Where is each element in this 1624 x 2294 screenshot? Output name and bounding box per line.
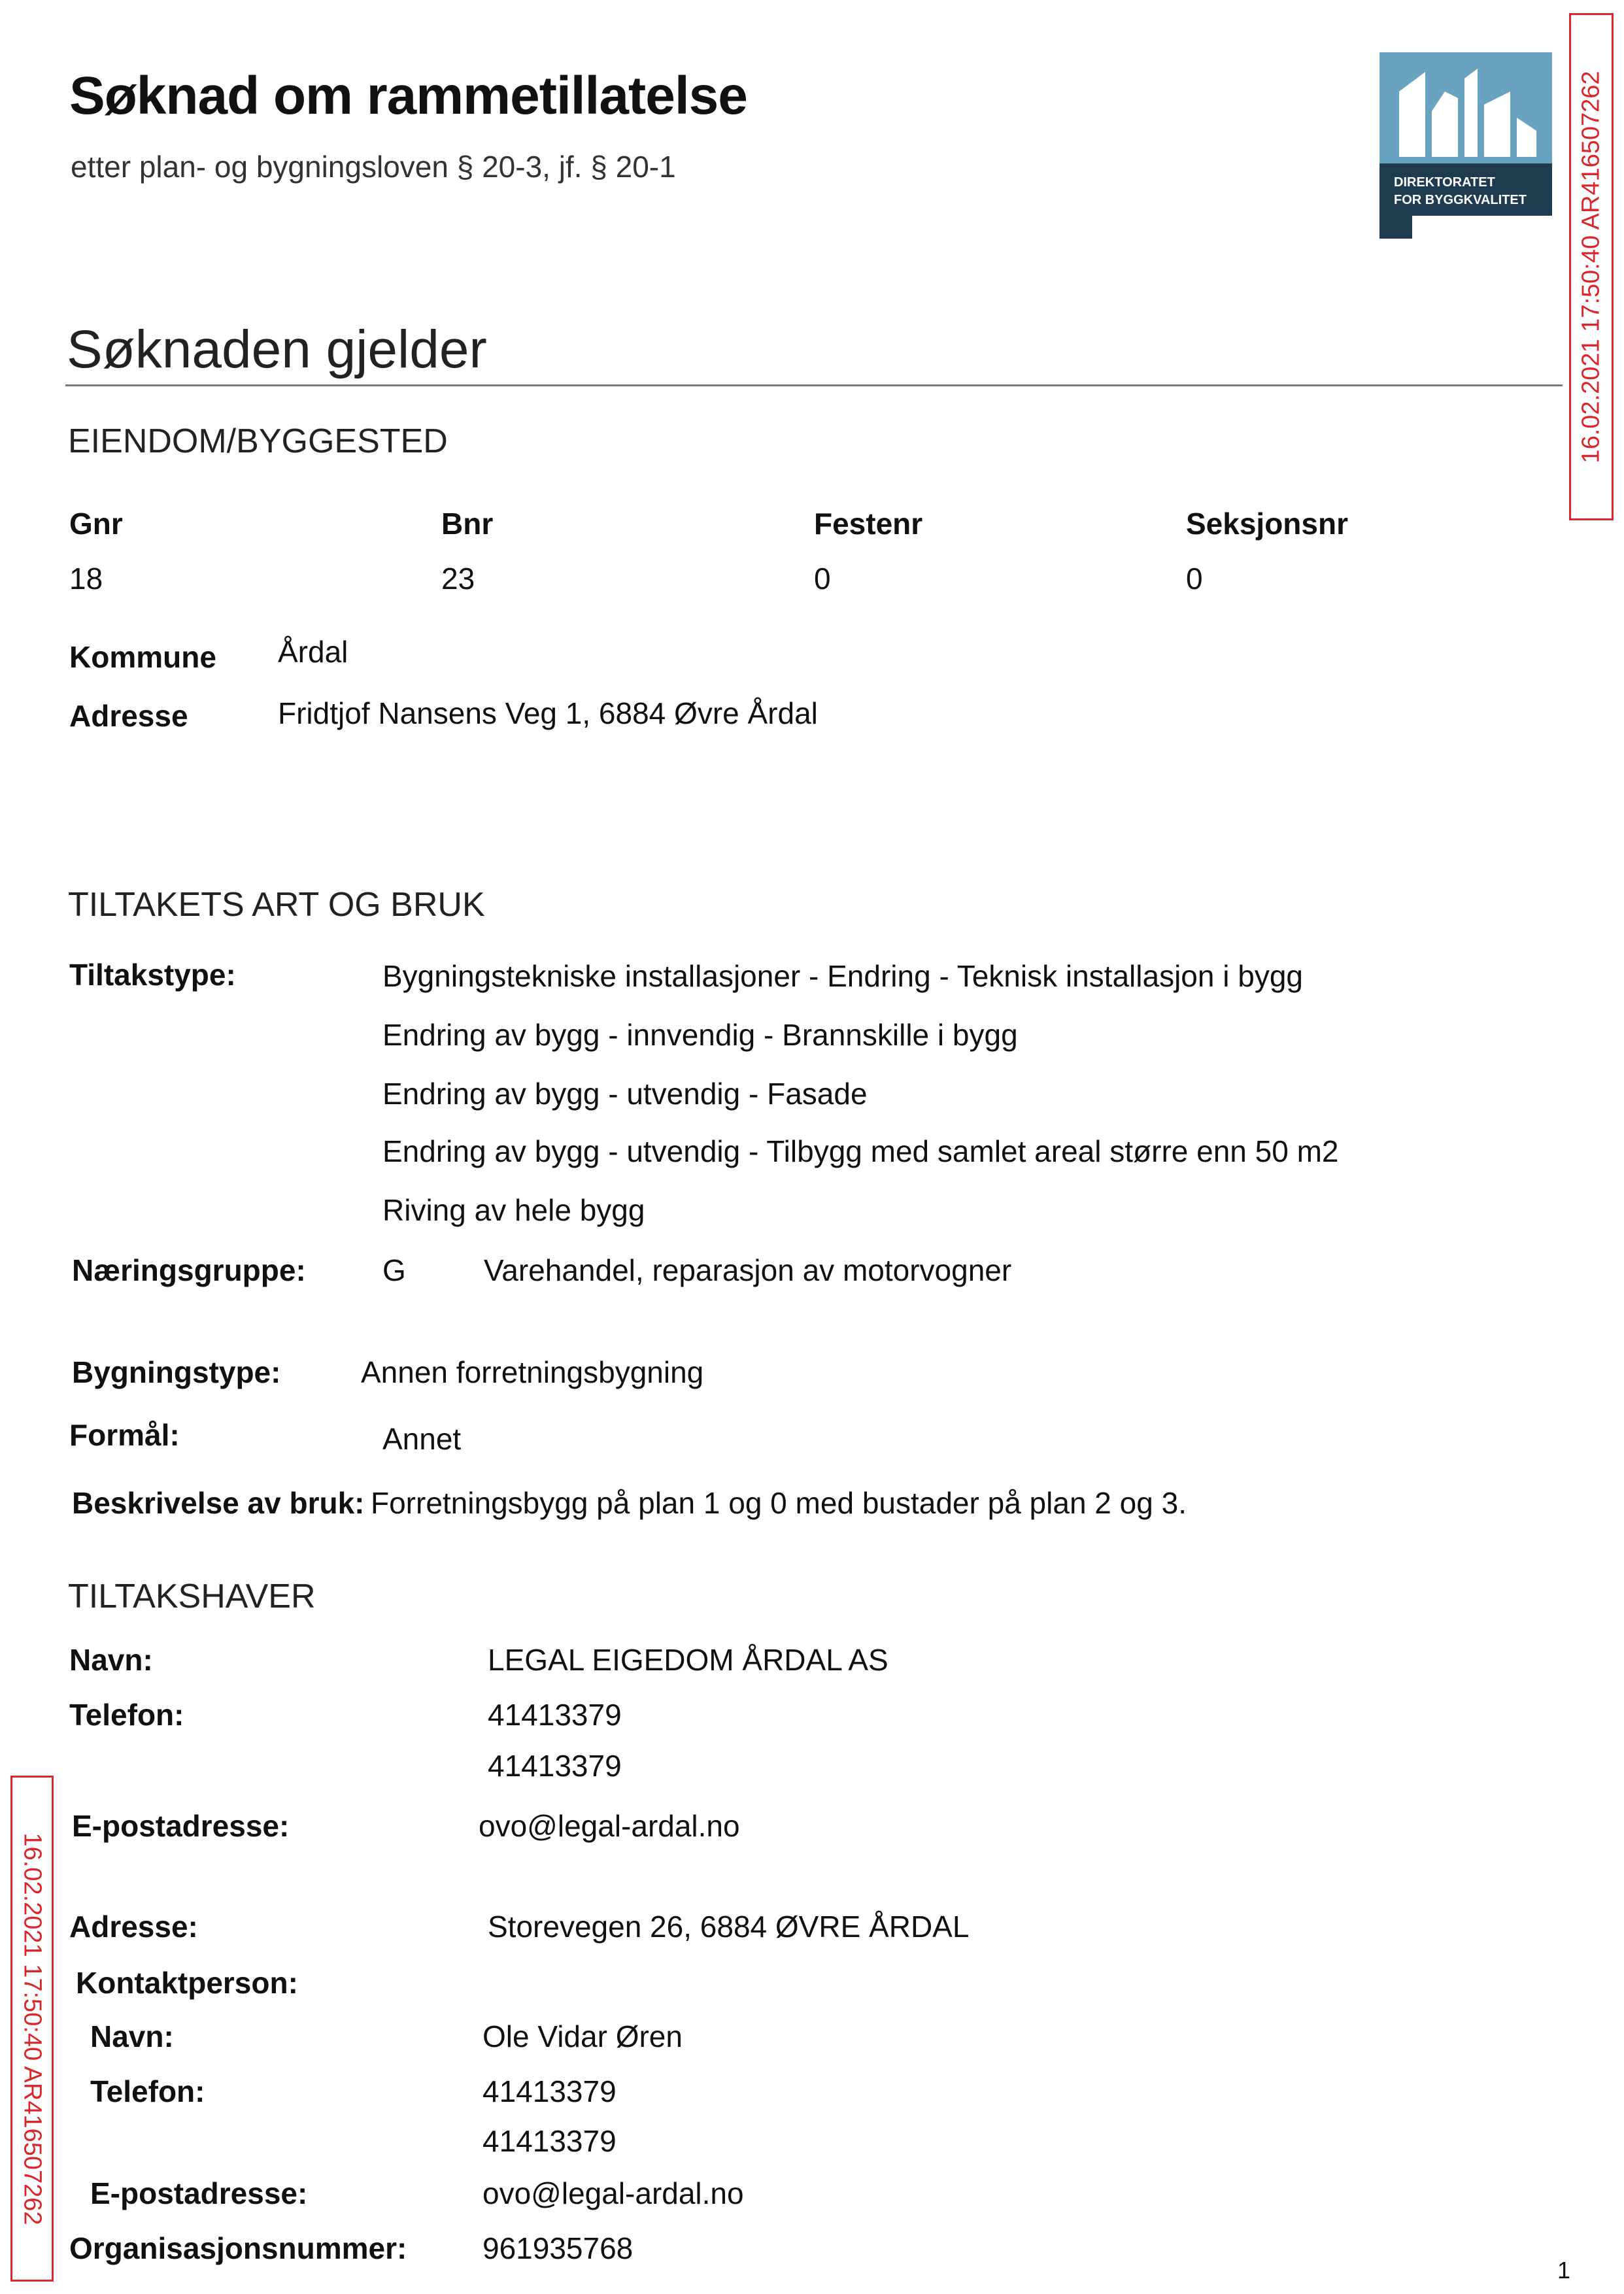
section-heading: Søknaden gjelder bbox=[67, 320, 487, 379]
kontaktperson-label: Kontaktperson: bbox=[76, 1966, 298, 2000]
tiltakstype-item: Endring av bygg - utvendig - Tilbygg med samlet areal større enn 50 m2 bbox=[382, 1134, 1339, 1168]
tiltakstype-label: Tiltakstype: bbox=[69, 958, 236, 992]
eiendom-heading: EIENDOM/BYGGESTED bbox=[68, 422, 448, 460]
beskrivelse-value: Forretningsbygg på plan 1 og 0 med bustader på plan 2 og 3. bbox=[371, 1486, 1187, 1520]
kontakt-epost-value: ovo@legal-ardal.no bbox=[482, 2176, 744, 2210]
festenr-value: 0 bbox=[814, 562, 831, 596]
kontakt-navn-value: Ole Vidar Øren bbox=[482, 2019, 683, 2053]
logo-text-line2: FOR BYGGKVALITET bbox=[1394, 193, 1527, 207]
gnr-label: Gnr bbox=[69, 507, 123, 541]
tiltakstype-item: Riving av hele bygg bbox=[382, 1193, 645, 1227]
telefon-label: Telefon: bbox=[69, 1698, 184, 1732]
navn-label: Navn: bbox=[69, 1643, 153, 1677]
epost-value: ovo@legal-ardal.no bbox=[479, 1809, 740, 1843]
formal-value: Annet bbox=[382, 1422, 462, 1456]
adresse-value: Fridtjof Nansens Veg 1, 6884 Øvre Årdal bbox=[278, 696, 818, 730]
festenr-label: Festenr bbox=[814, 507, 923, 541]
beskrivelse-label: Beskrivelse av bruk: bbox=[72, 1486, 365, 1520]
naeringsgruppe-value: Varehandel, reparasjon av motorvogner bbox=[484, 1253, 1012, 1287]
seksjonsnr-label: Seksjonsnr bbox=[1186, 507, 1348, 541]
telefon-value: 41413379 bbox=[488, 1749, 622, 1783]
adresse-label: Adresse bbox=[69, 699, 188, 733]
formal-label: Formål: bbox=[69, 1418, 180, 1452]
tiltakstype-item: Endring av bygg - innvendig - Brannskille i bygg bbox=[382, 1018, 1018, 1052]
orgnr-value: 961935768 bbox=[482, 2231, 634, 2265]
dibk-logo bbox=[1379, 52, 1552, 242]
tiltakstype-item: Bygningstekniske installasjoner - Endring - Teknisk installasjon i bygg bbox=[382, 959, 1303, 993]
tiltakstype-item: Endring av bygg - utvendig - Fasade bbox=[382, 1077, 868, 1111]
page-title: Søknad om rammetillatelse bbox=[69, 66, 747, 126]
tiltakshaver-adresse-value: Storevegen 26, 6884 ØVRE ÅRDAL bbox=[488, 1910, 970, 1944]
stamp-text: 16.02.2021 17:50:40 AR416507262 bbox=[1577, 70, 1605, 464]
building-logo-icon bbox=[1379, 52, 1552, 242]
kontakt-telefon-label: Telefon: bbox=[90, 2074, 205, 2108]
timestamp-stamp-left bbox=[10, 1776, 54, 2282]
tiltak-heading: TILTAKETS ART OG BRUK bbox=[68, 886, 485, 924]
kontakt-epost-label: E-postadresse: bbox=[90, 2176, 308, 2210]
stamp-text: 16.02.2021 17:50:40 AR416507262 bbox=[18, 1832, 46, 2225]
navn-value: LEGAL EIGEDOM ÅRDAL AS bbox=[488, 1643, 888, 1677]
telefon-value: 41413379 bbox=[488, 1698, 622, 1732]
logo-text-line1: DIREKTORATET bbox=[1394, 175, 1495, 190]
tiltakshaver-adresse-label: Adresse: bbox=[69, 1910, 198, 1944]
section-divider bbox=[65, 384, 1563, 386]
timestamp-stamp-right bbox=[1569, 13, 1614, 520]
kontakt-telefon-value: 41413379 bbox=[482, 2124, 617, 2158]
kommune-label: Kommune bbox=[69, 640, 216, 674]
gnr-value: 18 bbox=[69, 562, 103, 596]
bnr-value: 23 bbox=[441, 562, 475, 596]
page-number: 1 bbox=[1557, 2257, 1571, 2284]
tiltakshaver-heading: TILTAKSHAVER bbox=[68, 1577, 316, 1615]
bygningstype-label: Bygningstype: bbox=[72, 1355, 281, 1389]
bnr-label: Bnr bbox=[441, 507, 494, 541]
bygningstype-value: Annen forretningsbygning bbox=[361, 1355, 704, 1389]
page-subtitle: etter plan- og bygningsloven § 20-3, jf. § 20-1 bbox=[71, 150, 676, 184]
kontakt-telefon-value: 41413379 bbox=[482, 2074, 617, 2108]
orgnr-label: Organisasjonsnummer: bbox=[69, 2231, 407, 2265]
kommune-value: Årdal bbox=[278, 635, 348, 669]
naeringsgruppe-code: G bbox=[382, 1253, 406, 1287]
kontakt-navn-label: Navn: bbox=[90, 2019, 174, 2053]
naeringsgruppe-label: Næringsgruppe: bbox=[72, 1253, 306, 1287]
seksjonsnr-value: 0 bbox=[1186, 562, 1203, 596]
epost-label: E-postadresse: bbox=[72, 1809, 290, 1843]
